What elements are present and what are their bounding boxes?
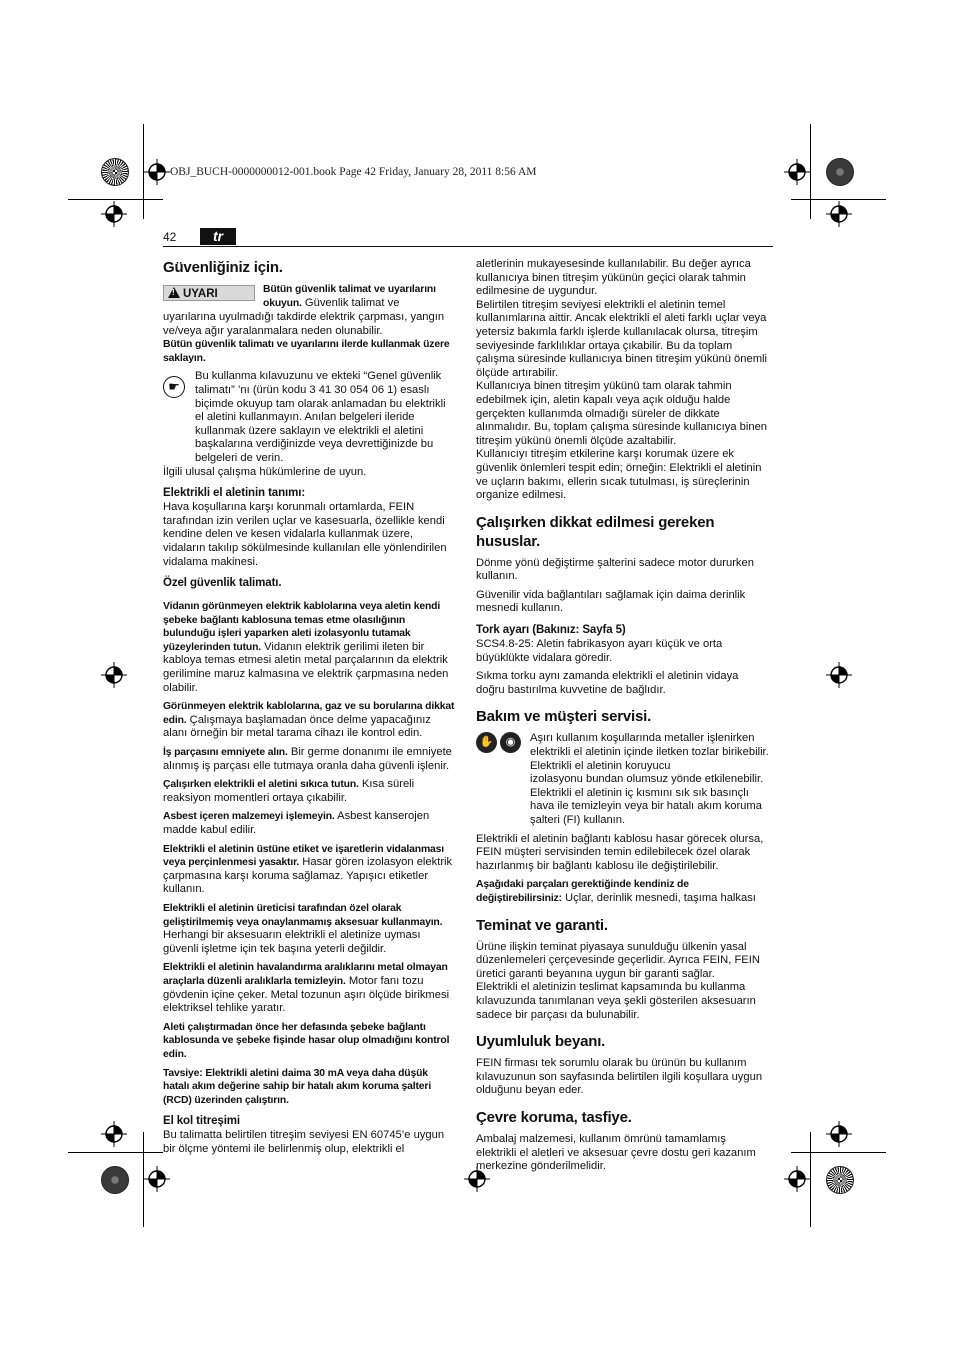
registration-mark-icon <box>826 1121 852 1147</box>
registration-mark-icon <box>826 662 852 688</box>
vibration-text: Bu talimatta belirtilen titreşim seviyesi EN 60745’e uygun bir ölçme yöntemi ile belirlenmiş olup, elektrikli el <box>163 1129 445 1155</box>
registration-mark-icon <box>101 662 127 688</box>
color-bar-disc-icon <box>826 158 854 186</box>
tool-description: Hava koşullarına karşı korunmalı ortamlarda, FEIN tarafından izin verilen uçlar ve kasesuarla, özellikle kendi kendine delen ve kesen vidalarla kullanmak üzere, vidaların takılıp sökülmesinde kullanılan elle yönlendirilen vidalama makinesi. <box>163 501 447 568</box>
service-note: Aşağıdaki parçaları gerektiğinde kendiniz de değiştirebilirsiniz: Uçlar, derinlik mesnedi, taşıma halkası <box>476 879 756 904</box>
protection-icons <box>476 732 524 753</box>
manual-paragraph: ☛ Bu kullanma kılavuzunu ve ekteki “Genel güvenlik talimatı” ’nı (ürün kodu 3 41 30 054 06 1) esaslı biçimde okuyup tam olarak anlamadan bu elektrikli el aletini kullanmayın. Anılan belgeleri ileride kullanmak üzere saklayın ve elektrikli el aletini başkalarına verdiğinizde veya devrettiğinizde bu belgeleri de verin. <box>163 370 456 465</box>
eye-protection-icon: ◉ <box>500 732 521 753</box>
registration-mark-icon <box>144 1166 170 1192</box>
heading-torque: Tork ayarı (Bakınız: Sayfa 5) <box>476 624 626 637</box>
color-bar-disc-icon <box>101 1166 129 1194</box>
national-rules: İlgili ulusal çalışma hükümlerine de uyun. <box>163 465 367 478</box>
section-title-environment: Çevre koruma, tasfiye. <box>476 1108 632 1126</box>
safety-item: Asbest içeren malzemeyi işlemeyin. Asbest kanserojen madde kabul edilir. <box>163 810 430 836</box>
section-title-warranty: Teminat ve garanti. <box>476 916 608 934</box>
environment-note: Ambalaj malzemesi, kullanım ömrünü tamamlamış elektrikli el aletleri ve aksesuar çevre dostu geri kazanım merkezine gönderilmelidir. <box>476 1132 756 1173</box>
torque-note: SCS4.8-25: Aletin fabrikasyon ayarı küçük ve orta büyüklükte vidalara göredir. <box>476 638 723 664</box>
color-bar-disc-icon <box>101 158 129 186</box>
warranty-note: Ürüne ilişkin teminat piyasaya sunulduğu ülkenin yasal düzenlemeleri çerçevesinde geçerlidir. Ayrıca FEIN, FEIN üretici garanti beyanına uygun bir garanti sağlar. <box>476 940 760 980</box>
protective-gloves-icon: ✋ <box>476 732 497 753</box>
header-rule <box>163 246 773 247</box>
safety-item: Vidanın görünmeyen elektrik kablolarına veya aletin kendi şebeke bağlantı kablosuna temas etme olasılığının bulunduğu işleri yaparken aleti izolasyonlu tutamak yüzeylerinden tutun. Vidanın elektrik gerilimi ileten bir kabloya temas etmesi aletin metal parçalarının da elektrik gerilimine maruz kalmasına ve elektrik çarpmasına neden olabilir. <box>163 601 449 694</box>
keep-instructions: Bütün güvenlik talimatı ve uyarılarını ilerde kullanmak üzere saklayın. <box>163 339 450 364</box>
left-column <box>163 258 456 1161</box>
conformity-note: FEIN firması tek sorumlu olarak bu ürünün bu kullanım kılavuzunun son sayfasında belirtilen ilgili koşullara uygun olduğunu beyan eder. <box>476 1057 763 1097</box>
registration-mark-icon <box>826 201 852 227</box>
safety-item: Çalışırken elektrikli el aletini sıkıca tutun. Kısa süreli reaksiyon momentleri ortaya çıkabilir. <box>163 778 415 804</box>
registration-mark-icon <box>101 201 127 227</box>
torque-note: Sıkma torku aynı zamanda elektrikli el aletinin vidaya doğru bastırılma kuvvetine de bağlıdır. <box>476 670 739 696</box>
vibration-cont: Belirtilen titreşim seviyesi elektrikli el aletinin temel kullanımlarına aittir. Ancak elektrikli el aleti farklı uçlar veya yetersiz bakımla farklı işlerde kullanılacak olursa, titreşim seviyesinde farklılıklar ortaya çıkabilir. Bu da toplam çalışma süresinde kullanıcıya binen titreşim yükünü önemli ölçüde artırabilir. <box>476 298 768 379</box>
warning-text: Bütün güvenlik talimat ve uyarılarını okuyun. Güvenlik talimat ve <box>263 284 436 309</box>
heading-special-safety: Özel güvenlik talimatı. <box>163 577 282 590</box>
safety-item: Elektrikli el aletinin üstüne etiket ve işaretlerin vidalanması veya perçinlenmesi yasaktır. Hasar gören izolasyon elektrik çarpmasına karşı koruma sağlamaz. Yapışıcı etiketler kullanın. <box>163 843 453 896</box>
registration-mark-icon <box>784 1166 810 1192</box>
registration-mark-icon <box>784 159 810 185</box>
section-title-conformity: Uyumluluk beyanı. <box>476 1033 606 1051</box>
safety-item: İş parçasını emniyete alın. Bir germe donanımı ile emniyete alınmış iş parçası elle tutmaya oranla daha güvenli işlenir. <box>163 746 452 772</box>
heading-vibration: El kol titreşimi <box>163 1115 241 1128</box>
vibration-cont: Kullanıcıya binen titreşim yükünü tam olarak tahmin edebilmek için, aletin kapalı veya açık olduğu halde gerçekten kullanımda olmadığı süreler de dikkate alınmalıdır. Bu, toplam çalışma süresinde kullanıcıya binen titreşim yükünü önemli ölçüde azaltabilir. <box>476 380 768 447</box>
safety-item: Elektrikli el aletinin üreticisi tarafından özel olarak geliştirilmemiş veya onaylanmamış aksesuar kullanmayın. Herhangi bir aksesuarın elektrikli el aletinize uyması güvenli işletme için tek başına yeterli değildir. <box>163 902 443 955</box>
safety-item: Aleti çalıştırmadan önce her defasında şebeke bağlantı kablosunda ve şebeke fişinde hasar olup olmadığını kontrol edin. <box>163 1021 450 1060</box>
vibration-cont: Kullanıcıyı titreşim etkilerine karşı korumak üzere ek güvenlik önlemleri tespit edin; örneğin: Elektrikli el aletinin ve uçların bakımı, ellerin sıcak tutulması, iş süreçlerinin organize edilmesi. <box>476 448 762 502</box>
language-tag: tr <box>200 228 236 245</box>
warning-label: !UYARI <box>163 285 255 301</box>
color-bar-disc-icon <box>826 1166 854 1194</box>
warning-block <box>163 283 456 311</box>
section-title-safety: Güvenliğiniz için. <box>163 259 283 276</box>
registration-mark-icon <box>144 159 170 185</box>
vibration-cont: aletlerinin mukayesesinde kullanılabilir. Bu değer ayrıca kullanıcıya binen titreşim yükünün geçici olarak tahmin edilmesine de uygundur. <box>476 258 751 298</box>
service-note: Elektrikli el aletinin bağlantı kablosu hasar görecek olursa, FEIN müşteri servisinden temin edilebilecek özel olarak hazırlanmış bir bağlantı kablosu ile değiştirilebilir. <box>476 832 764 872</box>
working-note: Dönme yönü değiştirme şalterini sadece motor dururken kullanın. <box>476 556 754 583</box>
section-title-service: Bakım ve müşteri servisi. <box>476 708 652 726</box>
working-note: Güvenilir vida bağlantıları sağlamak için daima derinlik mesnedi kullanın. <box>476 588 746 615</box>
page-number: 42 <box>163 230 177 244</box>
registration-mark-icon <box>101 1121 127 1147</box>
warranty-note: Elektrikli el aletinizin teslimat kapsamında bu kullanma kılavuzunda tanımlanan veya şekli gösterilen aksesuarın sadece bir parçası da bulunabilir. <box>476 981 756 1021</box>
book-header: OBJ_BUCH-0000000012-001.book Page 42 Friday, January 28, 2011 8:56 AM <box>170 166 537 178</box>
section-title-working: Çalışırken dikkat edilmesi gereken hususlar. <box>476 513 715 550</box>
safety-item: Tavsiye: Elektrikli aletini daima 30 mA veya daha düşük hatalı akım değerine sahip bir hatalı akım koruma şalteri (RCD) üzerinden çalıştırın. <box>163 1067 432 1106</box>
read-manual-icon: ☛ <box>163 376 185 398</box>
safety-item: Elektrikli el aletinin havalandırma aralıklarını metal olmayan araçlarla düzenli aralıklarla temizleyin. Motor fanı tozu gövdenin içine çeker. Metal tozunun aşırı ölçüde birikmesi elektriksel tehlike yaratır. <box>163 962 450 1015</box>
service-paragraph: ✋ ◉ Aşırı kullanım koşullarında metaller işlenirken elektrikli el aletinin içinde iletken tozlar birikebilir. Elektrikli el aletinin koruyucu izolasyonu bundan olumsuz yönde etkilenebilir. Elektrikli el aletinin iç kısmını sık sık basınçlı hava ile temizleyin veya bir hatalı akım koruma şalteri (FI) kullanın. <box>476 732 769 827</box>
right-column <box>476 258 769 1179</box>
safety-item: Görünmeyen elektrik kablolarına, gaz ve su borularına dikkat edin. Çalışmaya başlamadan önce delme yapacağınız alanı örneğin bir metal tarama cihazı ile kontrol edin. <box>163 701 455 740</box>
heading-description: Elektrikli el aletinin tanımı: <box>163 487 306 500</box>
warning-text-cont: uyarılarına uyulmadığı takdirde elektrik çarpması, yangın ve/veya ağır yaralanmalara neden olunabilir. <box>163 311 445 337</box>
warning-triangle-icon <box>168 287 180 298</box>
